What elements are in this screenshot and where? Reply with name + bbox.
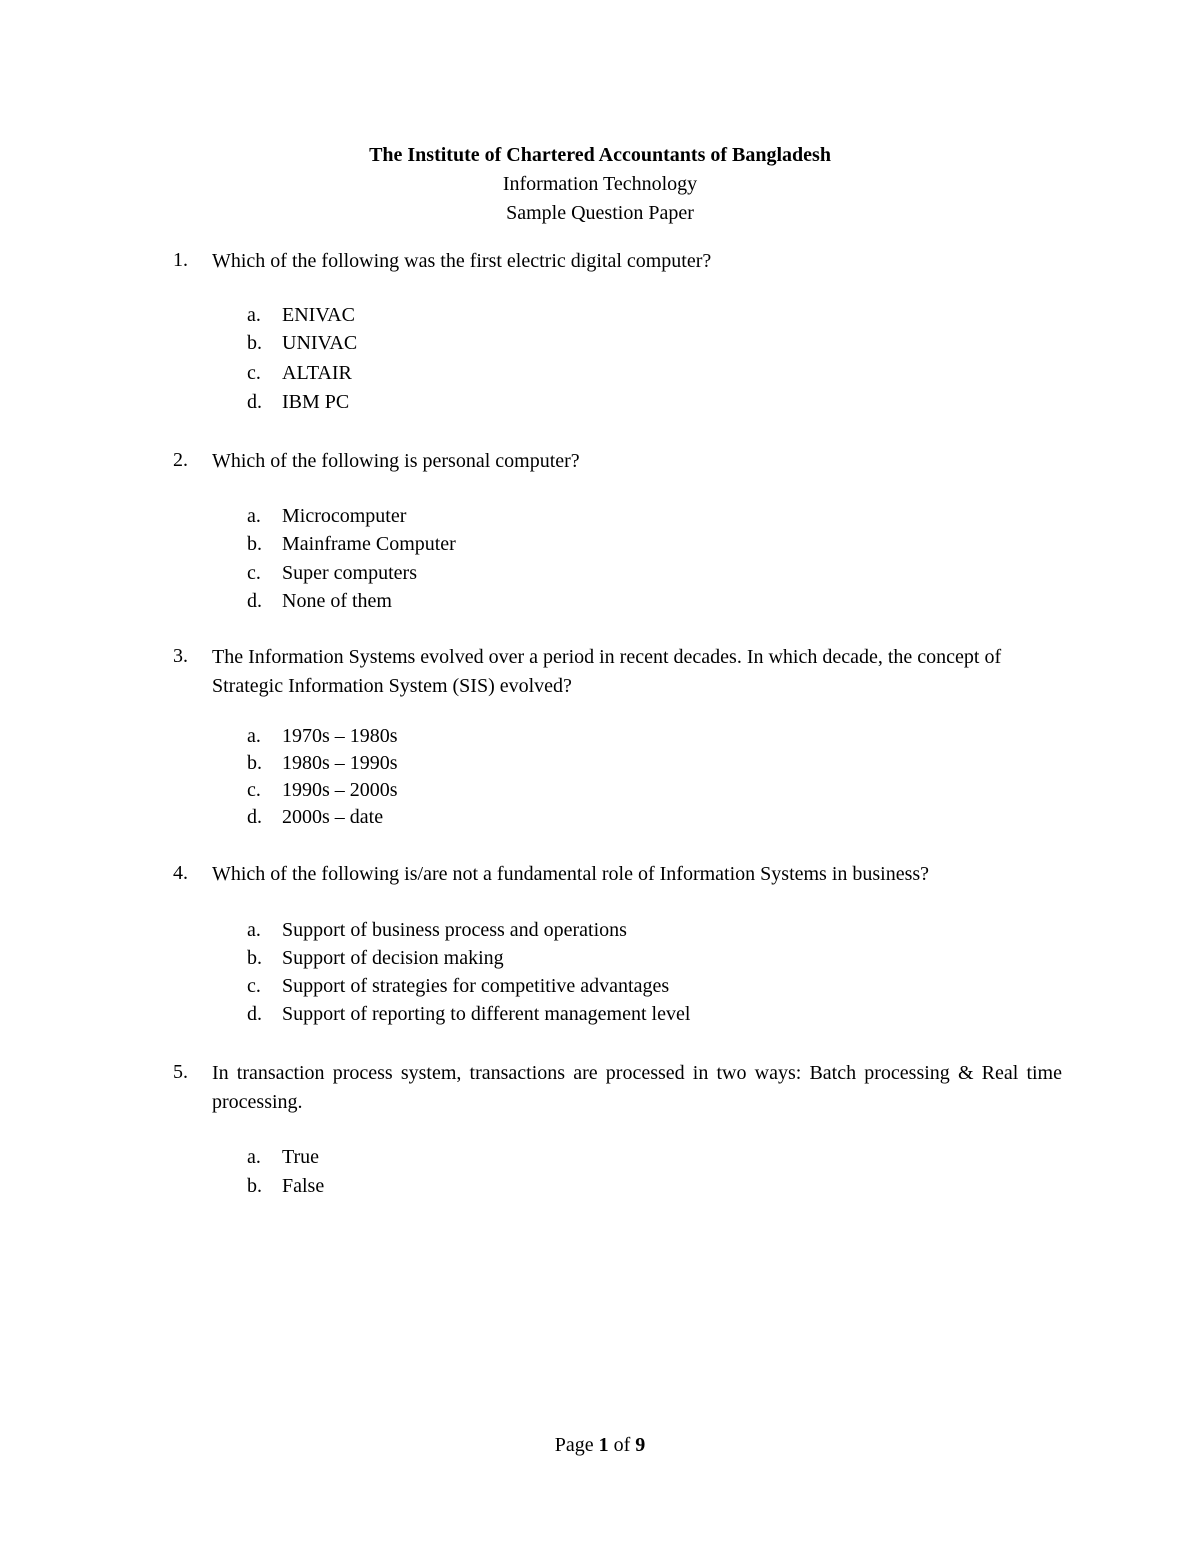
question-number: 5. xyxy=(173,1061,188,1083)
option-text: 1990s – 2000s xyxy=(282,779,398,801)
option-text: 1980s – 1990s xyxy=(282,752,398,774)
option-item xyxy=(247,751,398,775)
option-letter: a. xyxy=(247,304,261,326)
option-text: Microcomputer xyxy=(282,505,407,527)
option-text: True xyxy=(282,1146,320,1168)
option-item xyxy=(247,778,398,802)
option-letter: d. xyxy=(247,391,262,413)
option-letter: a. xyxy=(247,505,261,527)
subject-title: Information Technology xyxy=(502,173,698,195)
question-text: The Information Systems evolved over a period in recent decades. In which decade, the concept of Strategic Information System (SIS) evolved? xyxy=(212,646,1002,697)
option-item xyxy=(247,589,392,613)
option-text: Super computers xyxy=(282,562,417,584)
question-text: Which of the following was the first electric digital computer? xyxy=(212,250,712,272)
paper-type-title: Sample Question Paper xyxy=(506,202,694,224)
question-number: 1. xyxy=(173,249,188,271)
option-item xyxy=(247,805,383,829)
option-text: 2000s – date xyxy=(282,806,384,828)
option-letter: b. xyxy=(247,947,262,969)
option-letter: b. xyxy=(247,332,262,354)
question-text: Which of the following is/are not a fundamental role of Information Systems in business? xyxy=(212,863,930,885)
option-text: ALTAIR xyxy=(282,362,352,384)
question-number: 4. xyxy=(173,862,188,884)
option-letter: c. xyxy=(247,362,261,384)
option-item xyxy=(247,918,627,942)
option-item xyxy=(247,974,669,998)
option-text: 1970s – 1980s xyxy=(282,725,398,747)
option-text: IBM PC xyxy=(282,391,350,413)
institute-title: The Institute of Chartered Accountants of Bangladesh xyxy=(369,144,831,166)
option-letter: c. xyxy=(247,562,261,584)
question-number: 3. xyxy=(173,645,188,667)
option-letter: b. xyxy=(247,1175,262,1197)
option-letter: d. xyxy=(247,590,262,612)
option-text: Support of strategies for competitive advantages xyxy=(282,975,670,997)
option-letter: b. xyxy=(247,752,262,774)
option-letter: a. xyxy=(247,919,261,941)
option-text: ENIVAC xyxy=(282,304,355,326)
option-item xyxy=(247,1145,319,1169)
option-item xyxy=(247,1002,690,1026)
option-item xyxy=(247,303,355,327)
option-item xyxy=(247,561,417,585)
option-item xyxy=(247,331,357,355)
option-letter: c. xyxy=(247,779,261,801)
option-item xyxy=(247,504,406,528)
question-text: Which of the following is personal computer? xyxy=(212,450,580,472)
of-label: of xyxy=(613,1434,631,1456)
page-footer xyxy=(0,1433,1200,1457)
option-item xyxy=(247,1174,324,1198)
option-letter: d. xyxy=(247,1003,262,1025)
option-text: False xyxy=(282,1175,325,1197)
total-pages-number: 9 xyxy=(635,1434,646,1456)
option-letter: b. xyxy=(247,533,262,555)
option-letter: c. xyxy=(247,975,261,997)
option-item xyxy=(247,946,504,970)
question-text: In transaction process system, transactions are processed in two ways: Batch processing & Real time processing. xyxy=(212,1062,1062,1113)
option-text: Support of reporting to different management level xyxy=(282,1003,691,1025)
current-page-number: 1 xyxy=(598,1434,609,1456)
option-item xyxy=(247,532,456,556)
question-number: 2. xyxy=(173,449,188,471)
page-label: Page xyxy=(554,1434,594,1456)
option-text: None of them xyxy=(282,590,392,612)
option-text: Mainframe Computer xyxy=(282,533,456,555)
option-letter: a. xyxy=(247,1146,261,1168)
option-letter: a. xyxy=(247,725,261,747)
option-text: UNIVAC xyxy=(282,332,358,354)
option-text: Support of business process and operations xyxy=(282,919,627,941)
option-item xyxy=(247,390,349,414)
option-item xyxy=(247,724,398,748)
option-letter: d. xyxy=(247,806,262,828)
option-item xyxy=(247,361,352,385)
option-text: Support of decision making xyxy=(282,947,504,969)
